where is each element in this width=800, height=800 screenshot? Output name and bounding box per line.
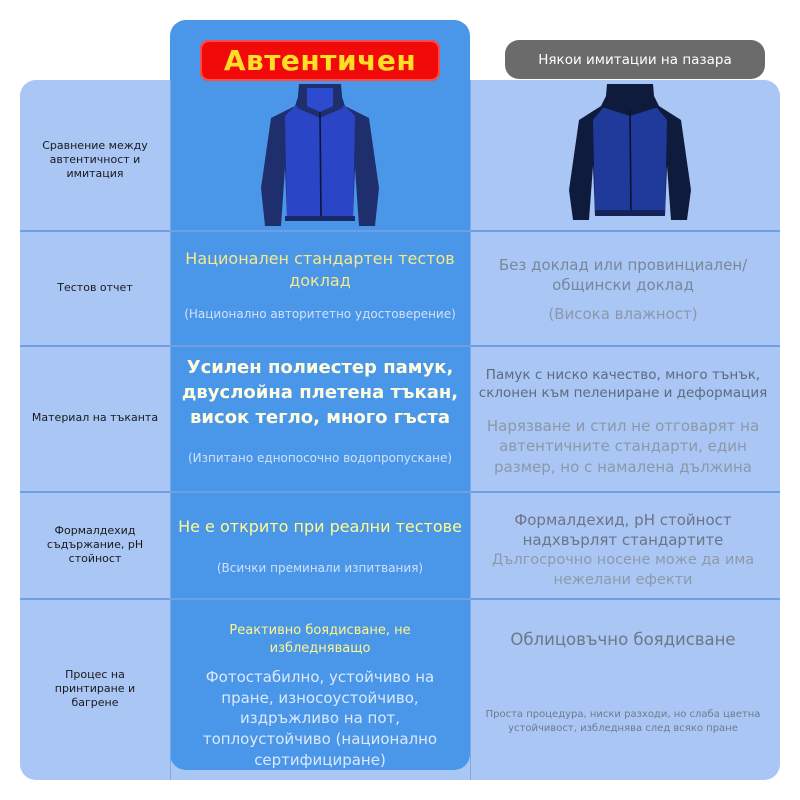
authentic-badge: Автентичен [200, 40, 440, 81]
authentic-formaldehyde-note: (Всички преминали изпитвания) [216, 561, 424, 575]
authentic-test-report-note: (Национално авторитетно удостоверение) [184, 307, 456, 321]
jacket-authentic-icon [255, 78, 385, 228]
imitation-formaldehyde: Формалдехид, pH стойност надхвърлят стандартите [514, 511, 732, 550]
column-divider [170, 80, 171, 780]
imitation-test-report: Без доклад или провинциален/общински доклад [498, 256, 748, 295]
jacket-imitation-icon [565, 80, 695, 225]
imitation-dyeing-note: Проста процедура, ниски разходи, но слаба цветна устойчивост, избледнява след всяко пране [485, 709, 761, 734]
row-label-test-report: Тестов отчет [57, 280, 133, 294]
row-label-printing: Процес на принтиране и багрене [54, 667, 136, 710]
authentic-formaldehyde: Не е открито при реални тестове [178, 517, 462, 536]
imitation-badge: Някои имитации на пазара [505, 40, 765, 79]
row-label-comparison: Сравнение между автентичност и имитация [42, 138, 148, 181]
authentic-test-report: Национален стандартен тестов доклад [185, 249, 455, 290]
imitation-fabric-note: Нарязване и стил не отговарят на автентичните стандарти, един размер, но с намалена дължина [486, 417, 760, 476]
authentic-fabric-note: (Изпитано еднопосочно водопропускане) [187, 451, 453, 465]
imitation-fabric: Памук с ниско качество, много тънък, склонен към пелениране и деформация [478, 367, 768, 402]
authentic-dyeing: Реактивно боядисване, не избледняващо [229, 623, 411, 656]
row-label-formaldehyde: Формалдехид съдържание, pH стойност [46, 523, 144, 566]
imitation-test-report-note: (Висока влажност) [548, 305, 698, 323]
imitation-dyeing: Облицовъчно боядисване [510, 630, 736, 649]
authentic-dyeing-note: Фотостабилно, устойчиво на пране, износоустойчиво, издръжливо на пот, топлоустойчиво (национално сертифициране) [202, 668, 438, 769]
imitation-formaldehyde-note: Дългосрочно носене може да има нежелани ефекти [491, 552, 755, 588]
column-divider [470, 80, 471, 780]
authentic-fabric: Усилен полиестер памук, двуслойна плетена тъкан, висок тегло, много гъста [181, 357, 459, 429]
row-label-fabric: Материал на тъканта [31, 411, 159, 425]
